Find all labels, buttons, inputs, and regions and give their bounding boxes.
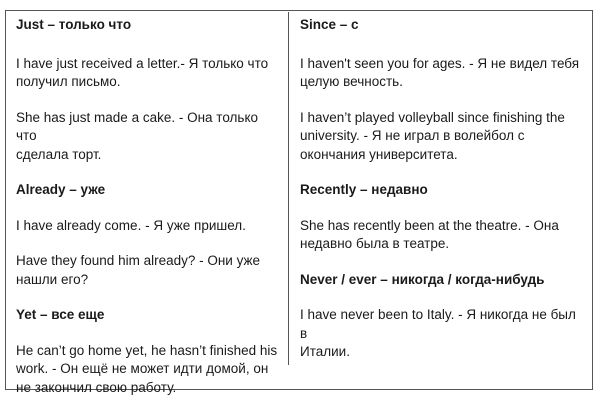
column-divider	[288, 12, 289, 365]
heading-never-ever: Never / ever – никогда / когда-нибудь	[300, 271, 545, 287]
heading-yet: Yet – все еще	[16, 307, 105, 322]
example-since-2: I haven’t played volleyball since finishing the university. - Я не играл в волейбол с окончания университета.	[300, 109, 565, 162]
heading-just: Just – только что	[16, 17, 132, 32]
heading-recently: Recently – недавно	[300, 182, 428, 197]
example-yet-1: He can’t go home yet, he hasn’t finished his work. - Он ещё не может идти домой, он не закончил свою работу.	[16, 342, 278, 395]
example-already-1: I have already come. - Я уже пришел.	[16, 217, 246, 233]
example-never-1: I have never been to Italy. - Я никогда не был в Италии.	[300, 307, 576, 359]
left-column	[16, 16, 282, 397]
heading-since: Since – с	[300, 17, 359, 32]
example-already-2: Have they found him already? - Они уже нашли его?	[16, 253, 261, 287]
example-since-1: I haven't seen you for ages. - Я не видел тебя целую вечность.	[300, 55, 580, 89]
heading-already: Already – уже	[16, 182, 106, 197]
example-recently-1: She has recently been at the theatre. - Она недавно была в театре.	[300, 217, 559, 251]
right-column	[300, 16, 580, 362]
example-just-2: She has just made a cake. - Она только что сделала торт.	[16, 109, 259, 162]
example-just-1: I have just received a letter.- Я только что получил письмо.	[16, 55, 269, 89]
